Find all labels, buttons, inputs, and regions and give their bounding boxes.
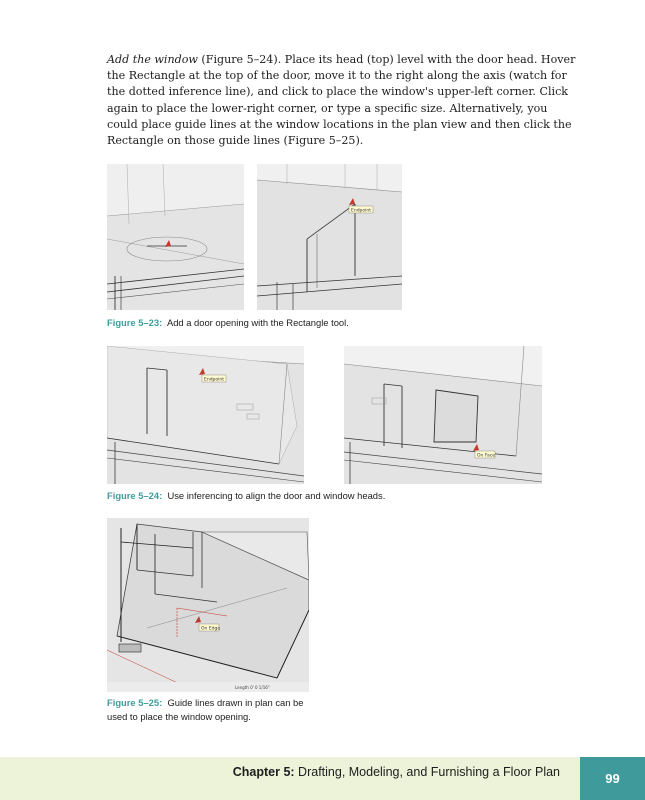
body-paragraph xyxy=(107,52,577,149)
footer-chapter-title xyxy=(233,765,560,779)
page-number: 99 xyxy=(580,757,645,800)
figure-5-23-image-left xyxy=(107,164,244,310)
window-opening xyxy=(434,390,478,442)
figure-label: Figure 5–24: xyxy=(107,490,163,501)
tooltip-text: Endpoint xyxy=(351,208,372,214)
status-length-readout: Length 0' 0 1/16" xyxy=(235,685,270,690)
paragraph-lead: Add the window xyxy=(107,53,198,66)
figure-5-24-image-right xyxy=(344,346,542,484)
figure-5-24-caption xyxy=(107,489,527,503)
chapter-title: Drafting, Modeling, and Furnishing a Floor Plan xyxy=(294,765,560,779)
figure-5-25-caption xyxy=(107,696,322,724)
tooltip-text: On Edge xyxy=(201,626,221,632)
figure-label: Figure 5–25: xyxy=(107,697,163,708)
caption-text: Add a door opening with the Rectangle tool. xyxy=(166,317,349,328)
caption-text: Guide lines drawn in plan can be used to place the window opening. xyxy=(107,697,304,722)
figure-5-25-image xyxy=(107,518,309,692)
chapter-label: Chapter 5: xyxy=(232,765,295,779)
figure-5-23-image-right xyxy=(257,164,402,310)
tooltip-text: Endpoint xyxy=(204,377,225,383)
figure-label: Figure 5–23: xyxy=(107,317,163,328)
tooltip-text: On Face xyxy=(477,453,495,459)
paragraph-text: (Figure 5–24). Place its head (top) level with the door head. Hover the Rectangle at the top of the door, move it to the right along the axis (watch for the dotted inference line), and click to place the window's upper-left corner. Click again to place the lower-right corner, or type a specific size. Alternatively, you could place guide lines at the window locations in the plan view and then click the Rectangle on those guide lines (Figure 5–25). xyxy=(107,53,576,148)
caption-text: Use inferencing to align the door and window heads. xyxy=(167,490,386,501)
figure-5-23-caption xyxy=(107,316,437,330)
figure-5-24-image-left xyxy=(107,346,304,484)
